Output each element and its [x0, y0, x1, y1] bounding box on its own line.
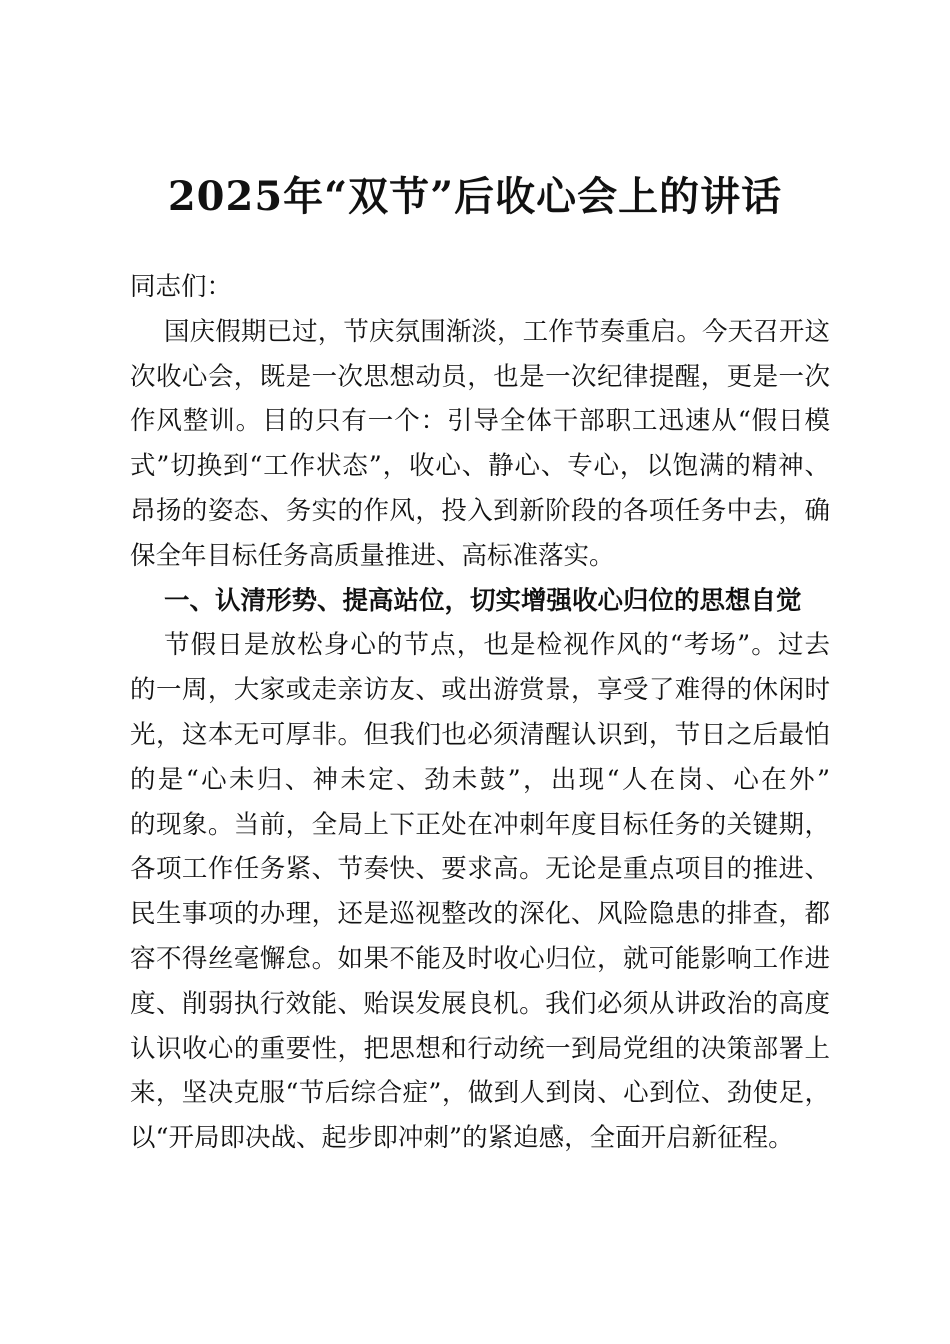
paragraph-line: 式”切换到“工作状态”，收心、静心、专心，以饱满的精神、 — [130, 451, 830, 482]
paragraph-line: 次收心会，既是一次思想动员，也是一次纪律提醒，更是一次 — [130, 361, 830, 392]
paragraph-line: 容不得丝毫懈怠。如果不能及时收心归位，就可能影响工作进 — [130, 943, 830, 974]
paragraph-line: 来，坚决克服“节后综合症”，做到人到岗、心到位、劲使足， — [130, 1078, 830, 1109]
paragraph-line: 昂扬的姿态、务实的作风，投入到新阶段的各项任务中去，确 — [130, 495, 830, 526]
paragraph-line: 的是“心未归、神未定、劲未鼓”，出现“人在岗、心在外” — [130, 764, 830, 795]
paragraph-line: 的一周，大家或走亲访友、或出游赏景，享受了难得的休闲时 — [130, 675, 830, 706]
paragraph-line: 以“开局即决战、起步即冲刺”的紧迫感，全面开启新征程。 — [130, 1123, 794, 1154]
paragraph-line: 保全年目标任务高质量推进、高标准落实。 — [130, 540, 615, 571]
paragraph-line: 国庆假期已过，节庆氛围渐淡，工作节奏重启。今天召开这 — [164, 316, 830, 347]
paragraph-line: 各项工作任务紧、节奏快、要求高。无论是重点项目的推进、 — [130, 854, 830, 885]
salutation: 同志们： — [130, 272, 233, 302]
paragraph-line: 民生事项的办理，还是巡视整改的深化、风险隐患的排查，都 — [130, 899, 830, 930]
section-heading: 一、认清形势、提高站位，切实增强收心归位的思想自觉 — [164, 585, 802, 616]
document-title: 2025年“双节”后收心会上的讲话 — [167, 173, 783, 220]
document-body — [130, 265, 830, 1161]
paragraph-line: 度、削弱执行效能、贻误发展良机。我们必须从讲政治的高度 — [130, 988, 830, 1019]
paragraph-line: 的现象。当前，全局上下正处在冲刺年度目标任务的关键期， — [130, 809, 830, 840]
paragraph-line: 光，这本无可厚非。但我们也必须清醒认识到，节日之后最怕 — [130, 719, 830, 750]
paragraph-line: 作风整训。目的只有一个：引导全体干部职工迅速从“假日模 — [130, 406, 830, 437]
paragraph-line: 节假日是放松身心的节点，也是检视作风的“考场”。过去 — [164, 630, 830, 661]
paragraph-line: 认识收心的重要性，把思想和行动统一到局党组的决策部署上 — [130, 1033, 830, 1064]
